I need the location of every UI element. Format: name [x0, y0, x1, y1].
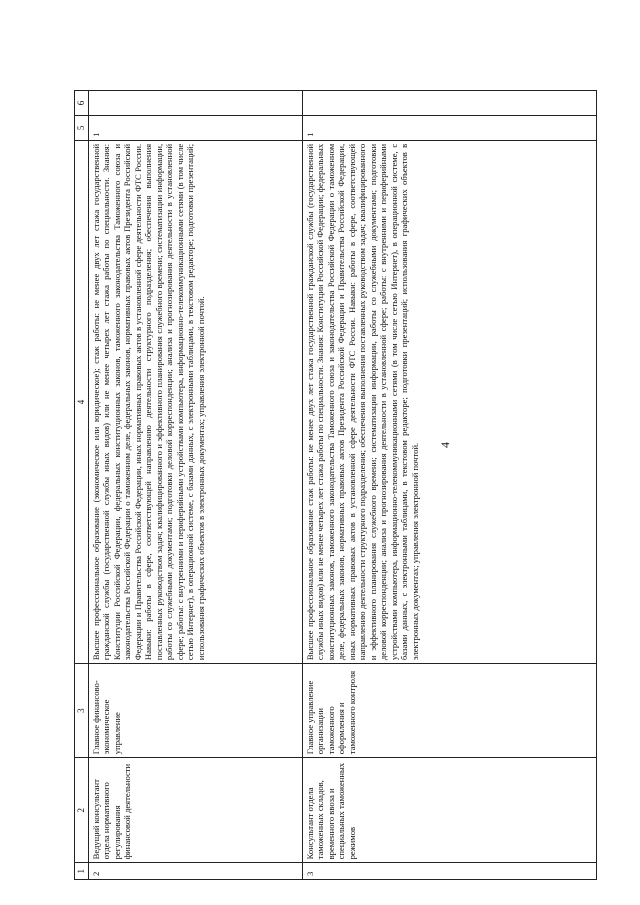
rotated-table-sheet [74, 90, 601, 880]
column-6-value [88, 91, 302, 116]
header-cell-4: 4 [75, 140, 89, 663]
table-row [302, 91, 596, 880]
header-cell-3: 3 [75, 664, 89, 758]
position-title: Ведущий консультант отдела нормативного регулирования финансовой деятельности [88, 758, 302, 863]
table-header-row [75, 91, 89, 880]
column-6-value [302, 91, 596, 116]
header-cell-2: 2 [75, 758, 89, 863]
table-row [88, 91, 302, 880]
qualification-requirements: Высшее профессиональное образование стаж работы: не менее двух лет стажа государственной гражданской службы (государственной службы иных видов) или не менее четырех лет стажа работы по специальности. Знания: Конституции Российской Федерации; федеральных конституционных законов, таможенного законодательства Таможенного союза и законодательства Российской Федерации о таможенном деле, федеральных законов, нормативных правовых актов Президента Российской Федерации и Правительства Российской Федерации, иных нормативных правовых актов в установленной сфере деятельности ФТС России. Навыки: работы в сфере, соответствующей направлению деятельности структурного подразделения; обеспечения выполнения поставленных руководством задач; квалифицированного и эффективного планирования служебного времени; систематизации информации, работы со служебными документами; подготовки деловой корреспонденции; анализа и прогнозирования деятельности в установленной сфере; работы: с внутренними и периферийными устройствами компьютера, информационно-телекоммуникационными сетями (в том числе сетью Интернет), в операционной системе, с базами данных, с электронными таблицами, в текстовом редакторе; подготовки презентаций; использования графических объектов в электронных документах; управления электронной почтой. [302, 140, 596, 663]
department-name: Главное финансово-экономическое управление [88, 664, 302, 758]
page-number: 4 [438, 442, 452, 448]
qualification-requirements: Высшее профессиональное образование (экономическое или юридическое); стаж работы: не менее двух лет стажа государственной гражданской службы (государственной службы иных видов) или не менее четырех лет стажа работы по специальности. Знания: Конституции Российской Федерации, федеральных конституционных законов, таможенного законодательства Таможенного союза и законодательства Российской Федерации о таможенном деле, федеральных законов, нормативных правовых актов Президента Российской Федерации и Правительства Российской Федерации, иных нормативных правовых актов в установленной сфере деятельности ФТС России. Навыки: работы в сфере, соответствующей направлению деятельности структурного подразделения; обеспечения выполнения поставленных руководством задач; квалифицированного и эффективного планирования служебного времени; систематизации информации, работы со служебными документами; подготовки деловой корреспонденции; анализа и прогнозирования деятельности в установленной сфере; работы: с внутренними и периферийными устройствами компьютера, информационно-телекоммуникационными сетями (в том числе сетью Интернет), в операционной системе, с базами данных, с электронными таблицами, в текстовом редакторе; подготовки презентаций; использования графических объектов в электронных документах; управления электронной почтой. [88, 140, 302, 663]
header-cell-6: 6 [75, 91, 89, 116]
row-number: 3 [302, 863, 596, 880]
position-title: Консультант отдела таможенных складов, временного ввоза и специальных таможенных режимов [302, 758, 596, 863]
positions-table [74, 90, 597, 880]
department-name: Главное управление организации таможенного оформления и таможенного контроля [302, 664, 596, 758]
row-number: 2 [88, 863, 302, 880]
header-cell-1: 1 [75, 863, 89, 880]
column-5-value: 1 [302, 115, 596, 140]
column-5-value: 1 [88, 115, 302, 140]
header-cell-5: 5 [75, 115, 89, 140]
